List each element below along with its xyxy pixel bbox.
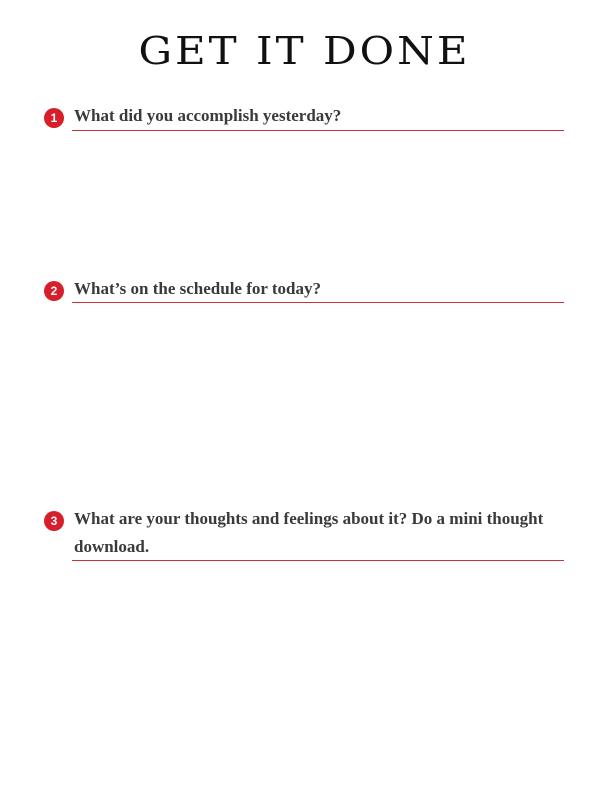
question-underline	[72, 130, 564, 131]
page-title: GET IT DONE	[138, 28, 471, 74]
question-text: What’s on the schedule for today?	[74, 279, 321, 298]
question-underline	[72, 560, 564, 561]
question-number-badge: 1	[44, 108, 64, 128]
answer-area-1[interactable]	[74, 134, 564, 274]
question-number-badge: 2	[44, 281, 64, 301]
question-text: What did you accomplish yesterday?	[74, 106, 342, 125]
answer-area-3[interactable]	[74, 564, 564, 794]
question-text: What are your thoughts and feelings about it? Do a mini thought download.	[74, 509, 544, 556]
question-underline	[72, 302, 564, 303]
answer-area-2[interactable]	[74, 306, 564, 501]
question-number-badge: 3	[44, 511, 64, 531]
